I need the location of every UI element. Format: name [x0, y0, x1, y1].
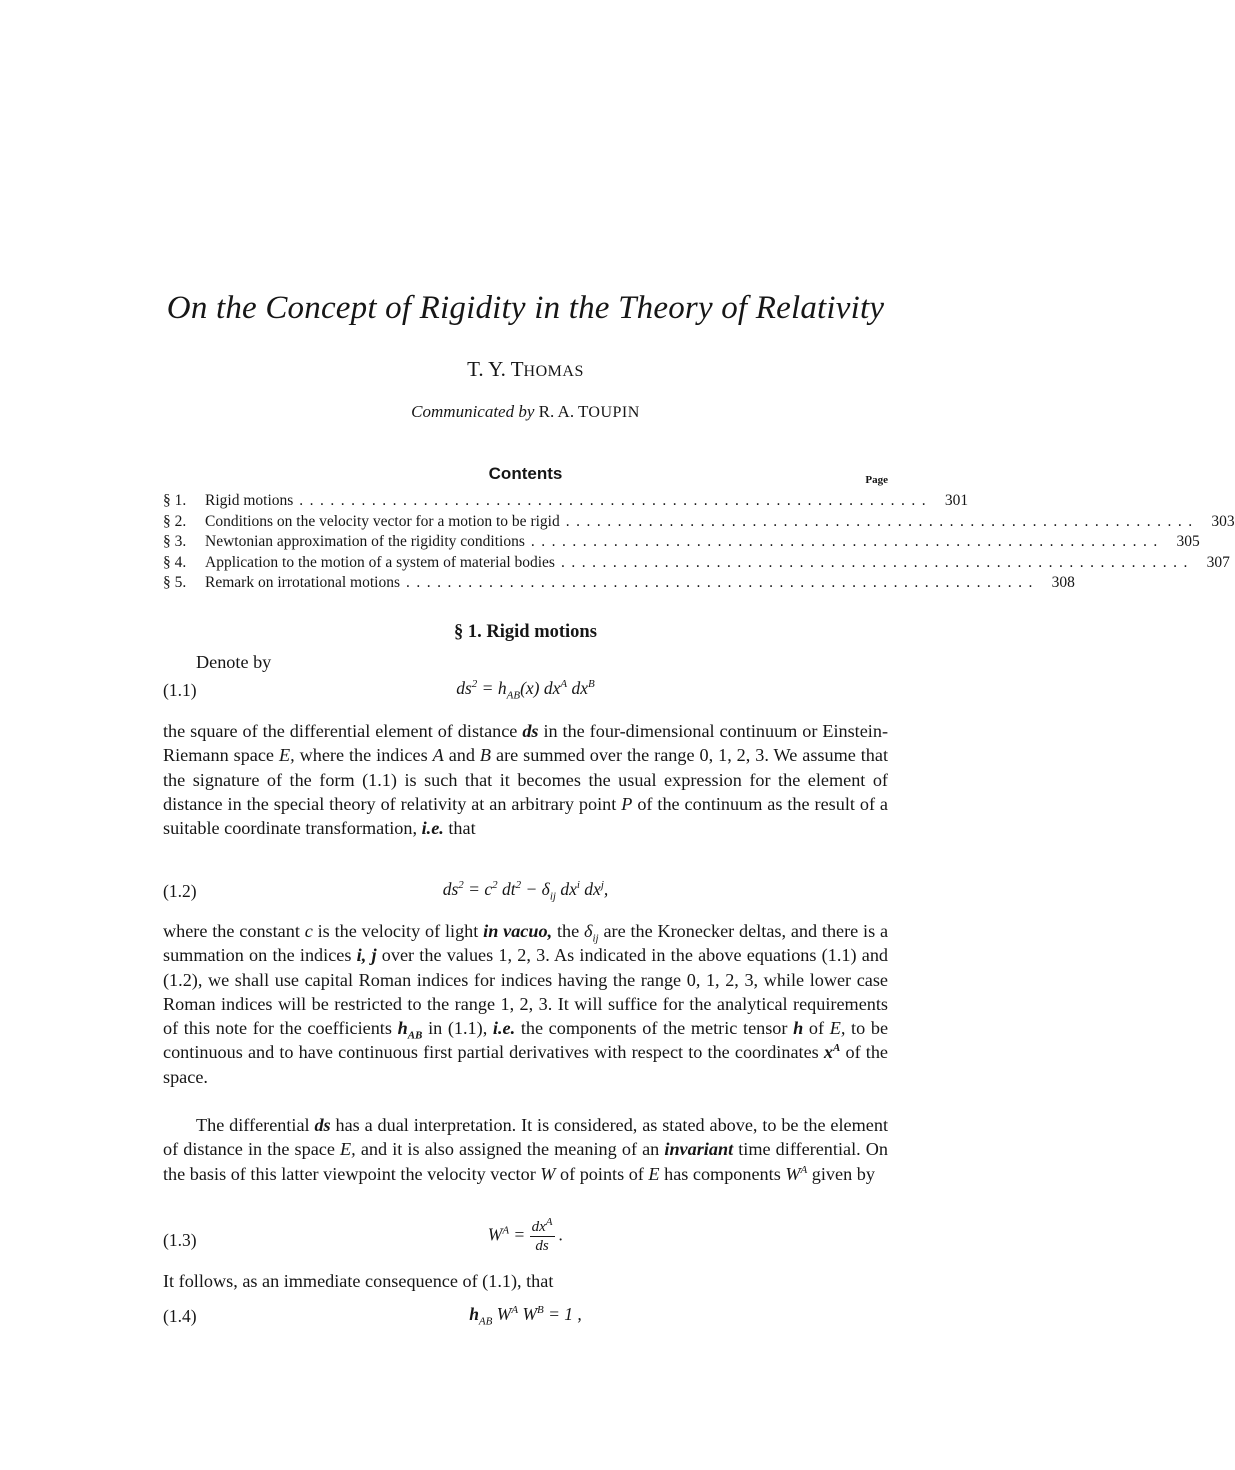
toc-title: Remark on irrotational motions — [205, 574, 401, 591]
equation-body: $h_{AB}$ $W^A$ $W^B = 1$ , — [469, 1304, 582, 1328]
toc-page: 301 — [944, 492, 969, 509]
toc-page: 303 — [1211, 512, 1235, 530]
paper-page — [163, 0, 1235, 1470]
paragraph-4: It follows, as an immediate consequence of (1.1), that — [163, 1271, 554, 1291]
intro-text: Denote by — [196, 652, 272, 672]
toc-number: § 5. — [163, 574, 187, 591]
paragraph-2: where the constant c is the velocity of light in vacuo, the $\delta_{ij}$ are the Kronecker deltas, and there is a summation on the indices i, j over the values 1, 2, 3. As indicated in the above equations (1.1) and (1.2), we shall use capital Roman indices for indices having the range 0, 1, 2, 3, while lower case Roman indices will be restricted to the range 1, 2, 3. It will suffice for the analytical requirements of this note for the coefficients $h_{AB}$ in (1.1), i.e. the components of the metric tensor h of E, to be continuous and to have continuous first partial derivatives with respect to the coordinates $x^A$ of the space. — [163, 921, 889, 1087]
toc-title: Application to the motion of a system of material bodies — [205, 553, 555, 571]
paragraph-3: The differential ds has a dual interpretation. It is considered, as stated above, to be the element of distance in the space E, and it is also assigned the meaning of an invariant time differential. On the basis of this latter viewpoint the velocity vector W of points of E has components $W^A$ given by — [163, 1115, 889, 1184]
equation-body: $ds^2 = h_{AB}(x)$ $dx^A$ $dx^B$ — [456, 678, 595, 702]
author-surname: HOMAS — [523, 363, 584, 380]
communicated-label: Communicated by — [411, 402, 535, 421]
equation-number: (1.1) — [163, 680, 197, 700]
toc-page: 307 — [1206, 553, 1230, 571]
equation-body: $W^A$ = $\frac{dx^A}{ds}$ . — [487, 1216, 564, 1254]
communicator-initials: R. A. T — [538, 402, 589, 421]
toc-title: Newtonian approximation of the rigidity conditions — [205, 533, 525, 550]
toc-number: § 4. — [163, 553, 187, 571]
toc-page: 308 — [1051, 574, 1075, 591]
author-name — [163, 357, 888, 382]
toc-number: § 2. — [163, 512, 187, 530]
toc-title: Rigid motions — [205, 492, 294, 509]
contents-heading: Contents — [488, 464, 563, 483]
toc-leader: ............................................................. — [299, 492, 933, 509]
toc-entry[interactable] — [163, 574, 1075, 595]
equation-body: $ds^2 = c^2$ $dt^2 - \delta_{ij}$ $dx^i$ $dx^j$, — [442, 879, 609, 903]
equation-number: (1.2) — [163, 881, 197, 901]
equation-number: (1.4) — [163, 1306, 197, 1326]
table-of-contents — [163, 492, 1235, 595]
equation-number: (1.3) — [163, 1230, 197, 1250]
author-initials: T. Y. T — [467, 357, 524, 381]
equation-1-2 — [163, 881, 888, 911]
equation-1-1 — [163, 680, 888, 710]
toc-entry[interactable] — [163, 492, 969, 513]
toc-number: § 3. — [163, 533, 187, 550]
paragraph-1: the square of the differential element of distance ds in the four-dimensional continuum or Einstein-Riemann space E, where the indices A and B are summed over the range 0, 1, 2, 3. We assume that the signature of the form (1.1) is such that it becomes the usual expression for the element of distance in the special theory of relativity at an arbitrary point P of the continuum as the result of a suitable coordinate transformation, i.e. that — [163, 721, 889, 839]
contents-page-label: Page — [865, 474, 888, 486]
equation-1-3 — [163, 1216, 888, 1266]
toc-title: Conditions on the velocity vector for a motion to be rigid — [205, 512, 560, 530]
communicator-surname: OUPIN — [588, 404, 640, 421]
toc-entry[interactable] — [163, 553, 1230, 575]
toc-page: 305 — [1176, 533, 1200, 550]
toc-entry[interactable] — [163, 512, 1235, 534]
toc-number: § 1. — [163, 492, 187, 509]
section-heading: § 1. Rigid motions — [454, 622, 597, 642]
toc-leader: ............................................................. — [530, 533, 1164, 550]
toc-leader: ............................................................. — [560, 553, 1194, 571]
toc-entry[interactable] — [163, 533, 1200, 554]
toc-leader: ............................................................. — [565, 512, 1199, 530]
toc-leader: ............................................................. — [406, 574, 1039, 591]
equation-1-4 — [163, 1306, 888, 1336]
paper-title: On the Concept of Rigidity in the Theory of Relativity — [166, 290, 885, 326]
communicated-line — [163, 402, 888, 422]
